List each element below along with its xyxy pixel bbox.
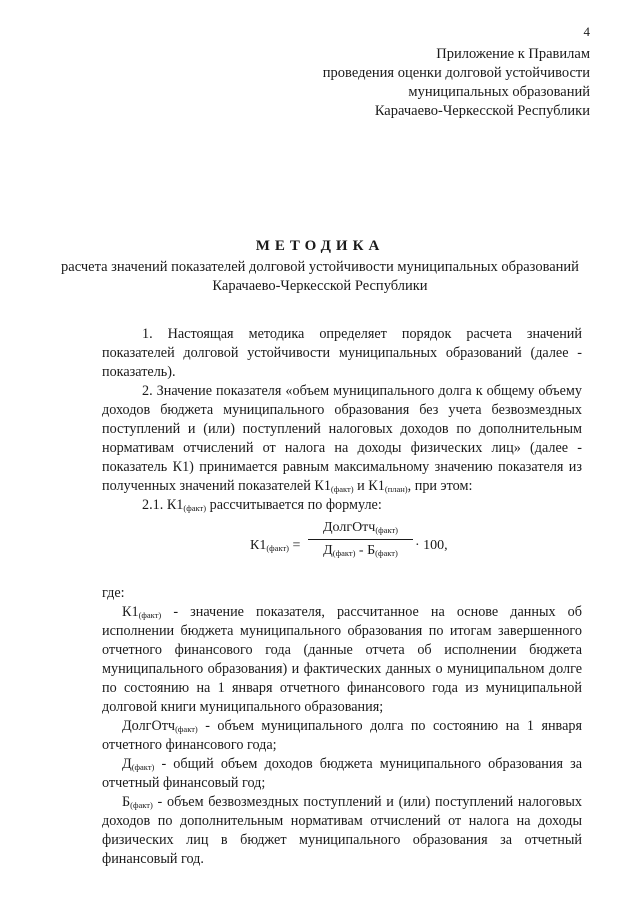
formula-tail: · 100, [415,538,448,553]
definition-symbol: ДолгОтч [122,718,176,734]
formula-equals: = [289,538,301,553]
appendix-line: муниципальных образований [408,84,590,100]
where-label [102,584,582,603]
formula [250,520,500,580]
k1-symbol: К1 [166,497,184,513]
document-title: МЕТОДИКА [255,238,385,254]
paragraph-2-text [102,382,582,496]
denominator-d-symbol: Д [323,543,333,558]
definition-item [102,793,582,869]
document-subtitle: расчета значений показателей долговой устойчивости муниципальных образований Карачаево-Черкесской Республики [61,259,579,294]
paragraph-2 [102,382,582,496]
definition-subscript: (факт) [131,762,155,772]
definition-symbol: Б [122,794,131,810]
paragraph-2-tail: , при этом: [407,478,473,494]
numerator-subscript: (факт) [375,525,399,535]
conjunction: и [353,478,369,494]
definition-subscript: (факт) [130,800,153,810]
formula-lhs-symbol: К1 [250,538,267,553]
appendix-line: проведения оценки долговой устойчивости [322,65,590,81]
appendix-header [230,45,590,121]
denominator-d-subscript: (факт) [332,548,356,558]
formula-fraction [308,520,413,559]
definition-symbol: К1 [122,604,139,620]
paragraph-2-body: 2. Значение показателя «объем муниципального долга к общему объему доходов бюджета муниципального образования без учета безвозмездных поступлений и (или) поступлений налоговых доходов по дополнительным нормативам отчислений от налога на доходы физических лиц» (далее - показатель К1) принимается равным максимальному значению показателя из полученных значений показателей [102,383,582,494]
k1-fact-subscript: (факт) [330,484,354,494]
k1-symbol: К1 [314,478,331,494]
paragraph-1-text: 1. Настоящая методика определяет порядок расчета значений показателей долговой устойчивости муниципальных образований (далее - показатель). [102,326,582,380]
paragraph-2-1-body: рассчитывается по формуле: [206,497,382,513]
definition-text: - общий объем доходов бюджета муниципального образования за отчетный финансовый год; [102,756,582,791]
numerator-symbol: ДолгОтч [322,520,376,535]
denominator-b-symbol: Б [367,543,376,558]
appendix-line: Приложение к Правилам [436,46,590,62]
definition-item [102,717,582,755]
formula-lhs [250,538,300,554]
definition-subscript: (факт) [175,724,198,734]
formula-numerator [308,520,413,540]
denominator-b-subscript: (факт) [375,548,398,558]
where-text: где: [102,585,125,601]
paragraph-2-1 [102,496,582,515]
paragraph-2-1-text [102,496,582,515]
definition-text: - объем муниципального долга по состоянию на 1 января отчетного финансового года; [102,718,582,753]
definition-subscript: (факт) [138,610,162,620]
definition-symbol: Д [122,756,132,772]
k1-fact-subscript: (факт) [183,503,207,513]
definitions [102,603,582,869]
paragraph-1 [102,325,582,382]
definition-item [102,755,582,793]
clause-number: 2.1. [142,497,167,513]
definition-text: - значение показателя, рассчитанное на основе данных об исполнении бюджета муниципального образования по итогам завершенного отчетного финансового года (данные отчета об исполнении бюджета муниципального образования) и фактических данных о муниципальном долге по состоянию на 1 января отчетного финансового года из муниципальной долговой книги муниципального образования; [102,604,582,715]
k1-symbol: К1 [368,478,385,494]
page-number: 4 [583,24,590,39]
definition-text: - объем безвозмездных поступлений и (или) поступлений налоговых доходов по дополнительным нормативам отчислений от налога на доходы физических лиц в бюджет муниципального образования за отчетный финансовый год. [102,794,582,867]
formula-lhs-subscript: (факт) [266,543,290,553]
denominator-minus: - [355,543,368,558]
definition-item [102,603,582,717]
appendix-line: Карачаево-Черкесской Республики [374,103,590,119]
formula-denominator [308,540,413,559]
k1-plan-subscript: (план) [384,484,408,494]
